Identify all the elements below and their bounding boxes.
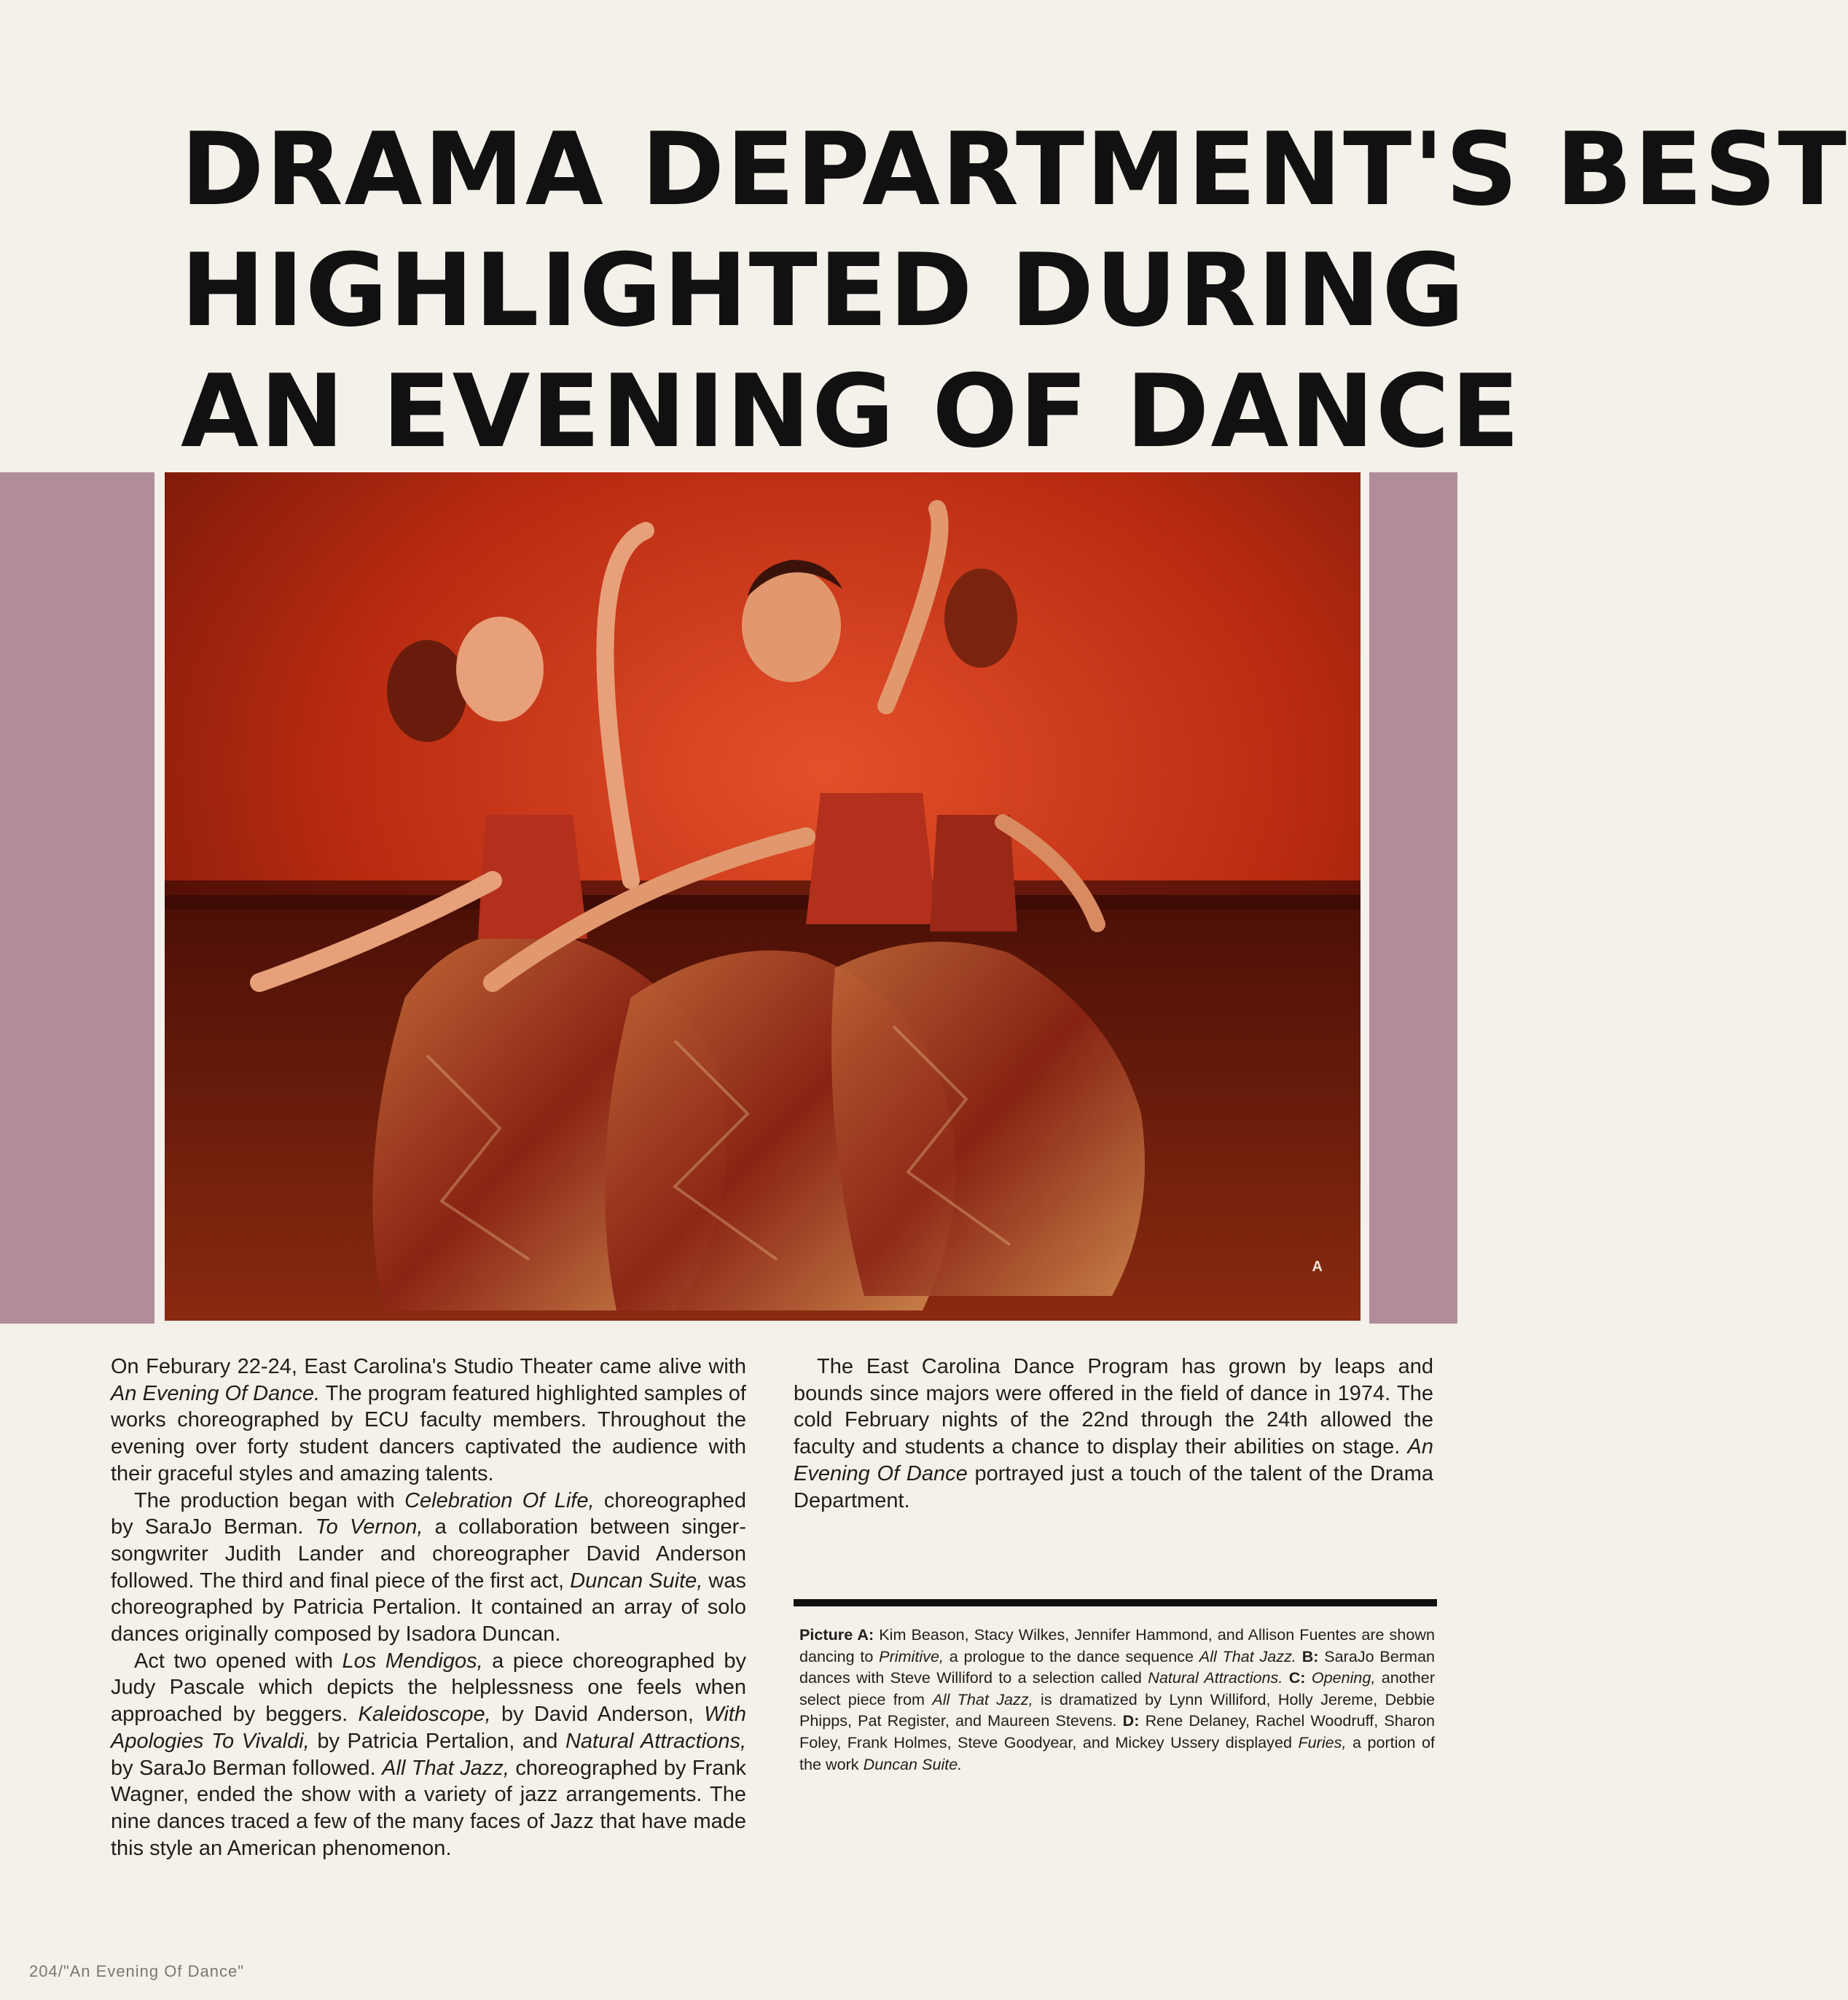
caption-label-a: Picture A: [799, 1625, 874, 1644]
headline [181, 109, 1848, 472]
headline-line-3: AN EVENING OF DANCE [181, 353, 1522, 470]
article-column-right [794, 1353, 1433, 1514]
dancer-head [387, 640, 467, 742]
article-column-left [111, 1353, 746, 1862]
dancer-bodice [806, 793, 937, 924]
caption-divider [794, 1599, 1437, 1606]
headline-line-2: HIGHLIGHTED DURING [181, 232, 1466, 349]
article-paragraph-1: On Feburary 22-24, East Carolina's Studio Theater came alive with An Evening Of Dance. The program featured highlighted samples of works choreographed by ECU faculty members. Throughout the evening over forty student dancers captivated the audience with their graceful styles and amazing talents. [111, 1355, 746, 1485]
headline-line-1: DRAMA DEPARTMENT'S BEST [181, 111, 1848, 228]
article-paragraph-4: The East Carolina Dance Program has grown by leaps and bounds since majors were offered in the field of dance in 1974. The cold February nights of the 22nd through the 24th allowed the faculty and students a chance to display their abilities on stage. An Evening Of Dance portrayed just a touch of the talent of the Drama Department. [794, 1355, 1433, 1512]
article-paragraph-2: The production began with Celebration Of Life, choreographed by SaraJo Berman. To Vernon, a collaboration between singer-songwriter Judith Lander and choreographer David Anderson followed. The third and final piece of the first act, Duncan Suite, was choreographed by Patricia Pertalion. It contained an array of solo dances originally composed by Isadora Duncan. [111, 1488, 747, 1647]
decorative-band-right [1369, 472, 1457, 1324]
dancer-head [944, 569, 1017, 668]
article-paragraph-3: Act two opened with Los Mendigos, a piece choreographed by Judy Pascale which depicts the helplessness one feels when approached by beggers. Kaleidoscope, by David Anderson, With Apologies To Vivaldi, by Patricia Pertalion, and Natural Attractions, by SaraJo Berman followed. All That Jazz, choreographed by Frank Wagner, ended the show with a variety of jazz arrangements. The nine dances traced a few of the many faces of Jazz that have made this style an American phenomenon. [111, 1649, 747, 1860]
photo-captions: Picture A: Kim Beason, Stacy Wilkes, Jennifer Hammond, and Allison Fuentes are shown dancing to Primitive, a prologue to the dance sequence All That Jazz. B: SaraJo Berman dances with Steve Williford to a selection called Natural Attractions. C: Opening, another select piece from All That Jazz, is dramatized by Lynn Williford, Holly Jereme, Debbie Phipps, Pat Register, and Maureen Stevens. D: Rene Delaney, Rachel Woodruff, Sharon Foley, Frank Holmes, Steve Goodyear, and Mickey Ussery displayed Furies, a portion of the work Duncan Suite. [799, 1625, 1436, 1773]
caption-label-d: D: [1122, 1711, 1140, 1730]
caption-label-b: B: [1301, 1647, 1319, 1665]
photo-letter: A [1312, 1259, 1323, 1275]
dancer-head [456, 617, 544, 722]
page-footer: 204/"An Evening Of Dance" [29, 1962, 245, 1980]
dance-photo-illustration [165, 472, 1360, 1321]
caption-label-c: C: [1288, 1668, 1306, 1687]
decorative-band-left [0, 472, 154, 1324]
dance-photo [165, 472, 1360, 1321]
